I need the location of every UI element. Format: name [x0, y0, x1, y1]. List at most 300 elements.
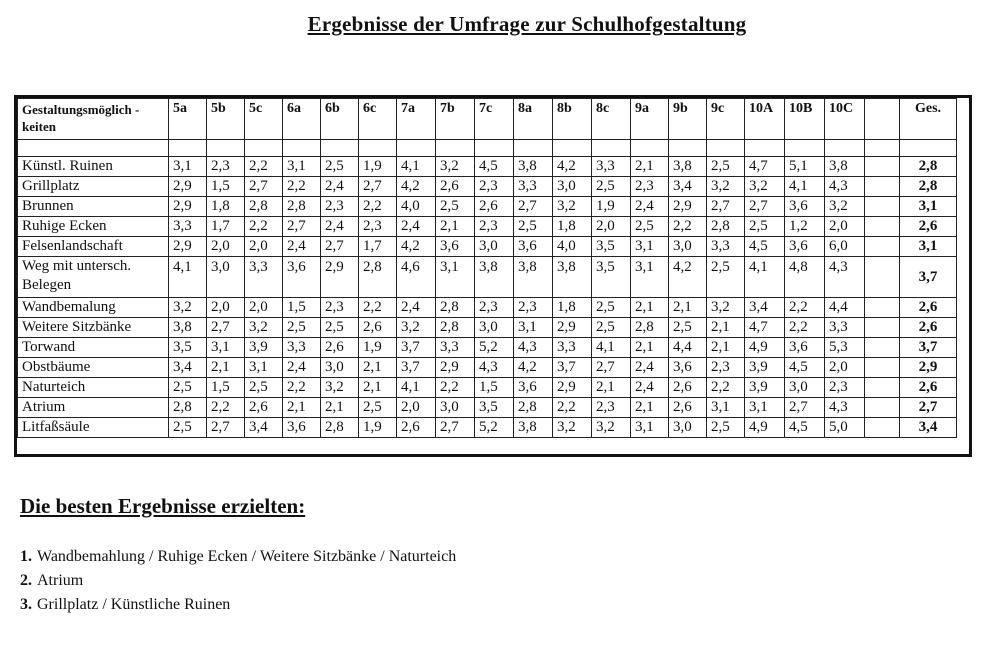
- value-cell: 3,3: [283, 338, 321, 358]
- value-cell: [865, 298, 900, 318]
- column-header: 6c: [359, 99, 397, 140]
- value-cell: 2,9: [169, 237, 207, 257]
- table-header-row: [18, 99, 957, 140]
- empty-cell: [553, 140, 592, 157]
- value-cell: 2,2: [245, 157, 283, 177]
- empty-cell: [865, 140, 900, 157]
- value-cell: 4,4: [825, 298, 865, 318]
- value-cell: 2,3: [321, 197, 359, 217]
- value-cell: 3,8: [514, 157, 553, 177]
- value-cell: 3,9: [745, 358, 785, 378]
- value-cell: 2,2: [359, 197, 397, 217]
- row-label: Grillplatz: [18, 177, 169, 197]
- value-cell: 2,7: [707, 197, 745, 217]
- empty-cell: [359, 140, 397, 157]
- value-cell: 2,0: [207, 237, 245, 257]
- value-cell: 2,2: [707, 378, 745, 398]
- value-cell: [865, 418, 900, 438]
- value-cell: 2,2: [207, 398, 245, 418]
- value-cell: 2,5: [436, 197, 475, 217]
- value-cell: 4,4: [669, 338, 707, 358]
- value-cell: 2,5: [514, 217, 553, 237]
- column-header: 8c: [592, 99, 631, 140]
- value-cell: 3,5: [169, 338, 207, 358]
- value-cell: 4,8: [785, 257, 825, 298]
- value-cell: 2,1: [207, 358, 245, 378]
- value-cell: 2,1: [631, 398, 669, 418]
- total-cell: 3,4: [900, 418, 957, 438]
- value-cell: 2,5: [745, 217, 785, 237]
- empty-cell: [436, 140, 475, 157]
- value-cell: [865, 378, 900, 398]
- value-cell: 4,9: [745, 418, 785, 438]
- value-cell: 2,9: [321, 257, 359, 298]
- value-cell: 4,2: [669, 257, 707, 298]
- value-cell: 2,3: [631, 177, 669, 197]
- value-cell: 2,5: [169, 418, 207, 438]
- row-label: Brunnen: [18, 197, 169, 217]
- result-rank: 3.: [20, 596, 32, 613]
- value-cell: 3,9: [245, 338, 283, 358]
- row-label: Weitere Sitzbänke: [18, 318, 169, 338]
- result-text: Wandbemahlung / Ruhige Ecken / Weitere Sitzbänke / Naturteich: [37, 548, 457, 565]
- value-cell: 5,2: [475, 338, 514, 358]
- value-cell: 3,1: [245, 358, 283, 378]
- value-cell: 2,6: [397, 418, 436, 438]
- row-label: Torwand: [18, 338, 169, 358]
- value-cell: [865, 257, 900, 298]
- row-label: Naturteich: [18, 378, 169, 398]
- value-cell: 2,2: [436, 378, 475, 398]
- value-cell: 3,2: [707, 298, 745, 318]
- value-cell: 2,4: [397, 298, 436, 318]
- value-cell: 3,6: [283, 418, 321, 438]
- empty-cell: [825, 140, 865, 157]
- value-cell: 3,3: [707, 237, 745, 257]
- value-cell: 3,1: [631, 418, 669, 438]
- value-cell: 2,1: [321, 398, 359, 418]
- value-cell: 4,5: [475, 157, 514, 177]
- value-cell: 3,0: [553, 177, 592, 197]
- column-header: [865, 99, 900, 140]
- table-row: [18, 197, 957, 217]
- total-cell: 2,6: [900, 378, 957, 398]
- value-cell: 2,5: [245, 378, 283, 398]
- row-label: Ruhige Ecken: [18, 217, 169, 237]
- value-cell: 4,1: [745, 257, 785, 298]
- value-cell: 2,1: [631, 338, 669, 358]
- value-cell: 2,4: [283, 237, 321, 257]
- table-row: [18, 217, 957, 237]
- value-cell: 3,6: [669, 358, 707, 378]
- row-label: Litfaßsäule: [18, 418, 169, 438]
- value-cell: 2,6: [475, 197, 514, 217]
- result-rank: 1.: [20, 548, 32, 565]
- value-cell: 6,0: [825, 237, 865, 257]
- row-label: Obstbäume: [18, 358, 169, 378]
- empty-cell: [669, 140, 707, 157]
- value-cell: 2,1: [592, 378, 631, 398]
- value-cell: 2,6: [669, 378, 707, 398]
- empty-cell: [707, 140, 745, 157]
- value-cell: 3,5: [475, 398, 514, 418]
- empty-cell: [514, 140, 553, 157]
- total-cell: 2,8: [900, 177, 957, 197]
- value-cell: 4,2: [514, 358, 553, 378]
- value-cell: 2,6: [321, 338, 359, 358]
- value-cell: 4,9: [745, 338, 785, 358]
- value-cell: [865, 237, 900, 257]
- empty-cell: [631, 140, 669, 157]
- total-cell: 2,8: [900, 157, 957, 177]
- column-header: 8a: [514, 99, 553, 140]
- value-cell: 4,1: [785, 177, 825, 197]
- value-cell: 1,5: [283, 298, 321, 318]
- row-label: Wandbemalung: [18, 298, 169, 318]
- value-cell: 4,2: [553, 157, 592, 177]
- value-cell: 3,6: [785, 237, 825, 257]
- value-cell: 1,9: [359, 338, 397, 358]
- empty-cell: [245, 140, 283, 157]
- value-cell: 3,3: [592, 157, 631, 177]
- value-cell: 4,1: [397, 157, 436, 177]
- value-cell: 4,3: [475, 358, 514, 378]
- total-cell: 2,6: [900, 318, 957, 338]
- value-cell: 2,4: [631, 358, 669, 378]
- value-cell: 3,2: [707, 177, 745, 197]
- result-rank: 2.: [20, 572, 32, 589]
- results-table: [17, 98, 957, 438]
- table-row: [18, 418, 957, 438]
- value-cell: 2,3: [359, 217, 397, 237]
- value-cell: 4,7: [745, 157, 785, 177]
- value-cell: 4,7: [745, 318, 785, 338]
- value-cell: 2,7: [207, 418, 245, 438]
- value-cell: 2,5: [669, 318, 707, 338]
- value-cell: 4,2: [397, 237, 436, 257]
- value-cell: [865, 197, 900, 217]
- value-cell: 2,0: [825, 217, 865, 237]
- value-cell: 5,1: [785, 157, 825, 177]
- value-cell: 4,3: [825, 177, 865, 197]
- best-results-list: [20, 545, 456, 617]
- value-cell: [865, 177, 900, 197]
- empty-cell: [321, 140, 359, 157]
- value-cell: 2,7: [436, 418, 475, 438]
- column-header: 10B: [785, 99, 825, 140]
- value-cell: 2,4: [397, 217, 436, 237]
- value-cell: 3,3: [825, 318, 865, 338]
- empty-cell: [18, 140, 169, 157]
- value-cell: 3,9: [745, 378, 785, 398]
- column-header: 6a: [283, 99, 321, 140]
- value-cell: 2,1: [707, 318, 745, 338]
- value-cell: 2,5: [707, 418, 745, 438]
- value-cell: 2,3: [475, 217, 514, 237]
- value-cell: 3,0: [785, 378, 825, 398]
- empty-cell: [283, 140, 321, 157]
- value-cell: 2,4: [631, 197, 669, 217]
- value-cell: 3,2: [553, 197, 592, 217]
- value-cell: 2,5: [321, 157, 359, 177]
- total-cell: 2,9: [900, 358, 957, 378]
- value-cell: 3,6: [514, 378, 553, 398]
- value-cell: 3,8: [169, 318, 207, 338]
- value-cell: 2,9: [553, 378, 592, 398]
- value-cell: 2,8: [245, 197, 283, 217]
- value-cell: 2,1: [631, 157, 669, 177]
- value-cell: 2,7: [745, 197, 785, 217]
- value-cell: 3,0: [475, 318, 514, 338]
- value-cell: 3,8: [669, 157, 707, 177]
- value-cell: 2,8: [436, 318, 475, 338]
- value-cell: 5,3: [825, 338, 865, 358]
- value-cell: 2,1: [283, 398, 321, 418]
- value-cell: 3,6: [514, 237, 553, 257]
- row-label: Atrium: [18, 398, 169, 418]
- value-cell: 2,7: [514, 197, 553, 217]
- row-label: Weg mit untersch. Belegen: [18, 257, 169, 298]
- value-cell: 5,2: [475, 418, 514, 438]
- value-cell: 2,4: [321, 177, 359, 197]
- value-cell: [865, 217, 900, 237]
- value-cell: 2,6: [436, 177, 475, 197]
- value-cell: 4,1: [169, 257, 207, 298]
- value-cell: 3,2: [245, 318, 283, 338]
- column-header: 5a: [169, 99, 207, 140]
- result-item: [20, 593, 456, 617]
- empty-cell: [397, 140, 436, 157]
- value-cell: 4,5: [745, 237, 785, 257]
- column-header: 9a: [631, 99, 669, 140]
- value-cell: 2,1: [631, 298, 669, 318]
- table-row: [18, 358, 957, 378]
- total-cell: 3,7: [900, 257, 957, 298]
- row-label: Künstl. Ruinen: [18, 157, 169, 177]
- value-cell: 2,0: [592, 217, 631, 237]
- value-cell: 3,7: [397, 338, 436, 358]
- value-cell: 2,7: [283, 217, 321, 237]
- column-header: 7b: [436, 99, 475, 140]
- value-cell: 2,2: [283, 177, 321, 197]
- value-cell: 2,9: [169, 197, 207, 217]
- value-cell: 2,0: [207, 298, 245, 318]
- value-cell: 2,8: [169, 398, 207, 418]
- value-cell: 3,6: [785, 197, 825, 217]
- value-cell: 3,3: [553, 338, 592, 358]
- value-cell: 2,5: [592, 318, 631, 338]
- value-cell: 2,2: [553, 398, 592, 418]
- value-cell: 4,2: [397, 177, 436, 197]
- value-cell: 2,8: [514, 398, 553, 418]
- value-cell: 4,1: [397, 378, 436, 398]
- value-cell: 3,0: [207, 257, 245, 298]
- value-cell: 2,1: [436, 217, 475, 237]
- label-column-header: Gestaltungsmöglich -keiten: [18, 99, 169, 140]
- value-cell: 1,8: [553, 217, 592, 237]
- value-cell: 3,0: [669, 237, 707, 257]
- value-cell: 1,9: [592, 197, 631, 217]
- value-cell: 1,7: [207, 217, 245, 237]
- empty-cell: [475, 140, 514, 157]
- value-cell: 2,7: [785, 398, 825, 418]
- value-cell: [865, 338, 900, 358]
- table-row: [18, 338, 957, 358]
- value-cell: 2,5: [169, 378, 207, 398]
- value-cell: 3,3: [245, 257, 283, 298]
- result-item: [20, 569, 456, 593]
- result-item: [20, 545, 456, 569]
- value-cell: 3,2: [436, 157, 475, 177]
- value-cell: 2,8: [321, 418, 359, 438]
- value-cell: 4,5: [785, 418, 825, 438]
- value-cell: 2,9: [169, 177, 207, 197]
- value-cell: [865, 358, 900, 378]
- value-cell: 3,1: [207, 338, 245, 358]
- value-cell: 2,0: [825, 358, 865, 378]
- value-cell: 2,3: [475, 177, 514, 197]
- column-header: 7c: [475, 99, 514, 140]
- best-results-heading: Die besten Ergebnisse erzielten:: [20, 494, 306, 518]
- value-cell: 2,8: [707, 217, 745, 237]
- value-cell: 2,7: [592, 358, 631, 378]
- value-cell: 2,8: [283, 197, 321, 217]
- table-row: [18, 177, 957, 197]
- value-cell: 2,2: [785, 298, 825, 318]
- value-cell: [865, 318, 900, 338]
- column-header: 10A: [745, 99, 785, 140]
- value-cell: 2,2: [359, 298, 397, 318]
- value-cell: 3,2: [745, 177, 785, 197]
- column-header: 10C: [825, 99, 865, 140]
- value-cell: 3,8: [475, 257, 514, 298]
- value-cell: 2,2: [669, 217, 707, 237]
- value-cell: 3,1: [514, 318, 553, 338]
- page-title: Ergebnisse der Umfrage zur Schulhofgestaltung: [307, 12, 747, 36]
- value-cell: 2,3: [475, 298, 514, 318]
- value-cell: 2,2: [245, 217, 283, 237]
- value-cell: 1,5: [475, 378, 514, 398]
- value-cell: 3,5: [592, 237, 631, 257]
- value-cell: 2,0: [397, 398, 436, 418]
- column-header: 6b: [321, 99, 359, 140]
- total-cell: 3,1: [900, 197, 957, 217]
- value-cell: 1,5: [207, 378, 245, 398]
- column-header: 7a: [397, 99, 436, 140]
- value-cell: 2,5: [707, 257, 745, 298]
- value-cell: 2,8: [436, 298, 475, 318]
- value-cell: 3,3: [169, 217, 207, 237]
- value-cell: 3,0: [475, 237, 514, 257]
- total-cell: 3,7: [900, 338, 957, 358]
- value-cell: 3,7: [553, 358, 592, 378]
- value-cell: 2,9: [669, 197, 707, 217]
- value-cell: 2,7: [245, 177, 283, 197]
- empty-cell: [592, 140, 631, 157]
- value-cell: 3,1: [631, 257, 669, 298]
- value-cell: 3,1: [631, 237, 669, 257]
- value-cell: 2,6: [359, 318, 397, 338]
- column-header: 9b: [669, 99, 707, 140]
- table-row: [18, 257, 957, 298]
- value-cell: 2,6: [245, 398, 283, 418]
- value-cell: 2,2: [283, 378, 321, 398]
- value-cell: 2,4: [631, 378, 669, 398]
- table-row: [18, 318, 957, 338]
- value-cell: 2,3: [825, 378, 865, 398]
- value-cell: 4,3: [514, 338, 553, 358]
- value-cell: 3,3: [436, 338, 475, 358]
- value-cell: 2,3: [207, 157, 245, 177]
- value-cell: 3,0: [321, 358, 359, 378]
- table-row: [18, 398, 957, 418]
- column-header: 5c: [245, 99, 283, 140]
- value-cell: 3,5: [592, 257, 631, 298]
- value-cell: 2,0: [245, 237, 283, 257]
- value-cell: 1,9: [359, 418, 397, 438]
- value-cell: 1,5: [207, 177, 245, 197]
- value-cell: 3,3: [514, 177, 553, 197]
- value-cell: 4,3: [825, 257, 865, 298]
- value-cell: 2,4: [321, 217, 359, 237]
- empty-cell: [785, 140, 825, 157]
- table-row: [18, 237, 957, 257]
- total-cell: 2,6: [900, 298, 957, 318]
- value-cell: 4,1: [592, 338, 631, 358]
- value-cell: 3,2: [553, 418, 592, 438]
- value-cell: 2,5: [707, 157, 745, 177]
- value-cell: 4,3: [825, 398, 865, 418]
- value-cell: 2,5: [631, 217, 669, 237]
- value-cell: 4,0: [397, 197, 436, 217]
- value-cell: 3,8: [825, 157, 865, 177]
- empty-cell: [169, 140, 207, 157]
- table-row: [18, 378, 957, 398]
- value-cell: 3,7: [397, 358, 436, 378]
- value-cell: 2,5: [359, 398, 397, 418]
- value-cell: [865, 398, 900, 418]
- value-cell: 2,1: [359, 378, 397, 398]
- result-text: Atrium: [37, 572, 84, 589]
- value-cell: 3,1: [283, 157, 321, 177]
- value-cell: 1,9: [359, 157, 397, 177]
- table-spacer-row: [18, 140, 957, 157]
- value-cell: 3,8: [514, 418, 553, 438]
- table-row: [18, 157, 957, 177]
- value-cell: 2,6: [669, 398, 707, 418]
- total-cell: 3,1: [900, 237, 957, 257]
- total-cell: 2,6: [900, 217, 957, 237]
- value-cell: 2,7: [321, 237, 359, 257]
- value-cell: 1,7: [359, 237, 397, 257]
- value-cell: 2,5: [592, 177, 631, 197]
- row-label: Felsenlandschaft: [18, 237, 169, 257]
- value-cell: 5,0: [825, 418, 865, 438]
- value-cell: 2,9: [553, 318, 592, 338]
- value-cell: 2,3: [321, 298, 359, 318]
- value-cell: 3,6: [436, 237, 475, 257]
- value-cell: 3,8: [553, 257, 592, 298]
- empty-cell: [900, 140, 957, 157]
- table-row: [18, 298, 957, 318]
- value-cell: 2,5: [592, 298, 631, 318]
- value-cell: 2,3: [592, 398, 631, 418]
- value-cell: 3,1: [745, 398, 785, 418]
- value-cell: 3,0: [436, 398, 475, 418]
- value-cell: 3,4: [745, 298, 785, 318]
- value-cell: 2,0: [245, 298, 283, 318]
- value-cell: 3,2: [825, 197, 865, 217]
